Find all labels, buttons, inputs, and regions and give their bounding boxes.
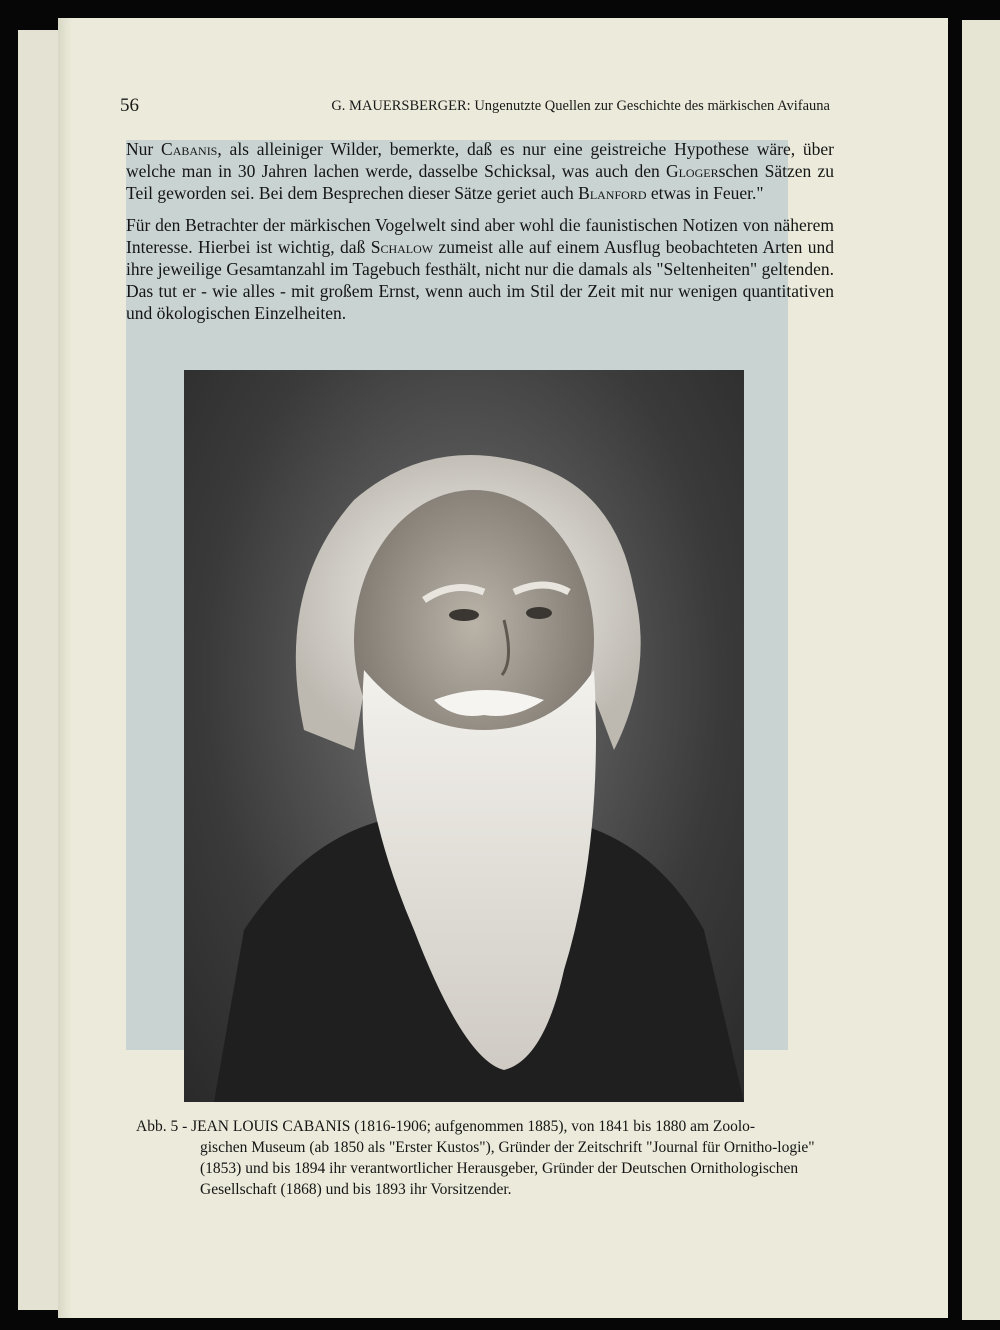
paragraph-1-text: , als alleiniger Wilder, bemerkte, daß es nur eine geistreiche Hypothese wäre, über welche man in 30 Jahren lachen werde, dasselbe Schicksal, was auch den <box>126 139 834 181</box>
eye <box>526 607 552 619</box>
page-gutter <box>58 18 72 1318</box>
paragraph-2-text: Für den Betrachter der märkischen Vogelwelt sind aber wohl die faunistischen Notizen von näherem Interesse. Hierbei ist wichtig, daß <box>126 215 834 257</box>
paragraph-1-text: etwas in Feuer." <box>646 183 764 203</box>
name-gloger: Gloger <box>665 161 719 181</box>
figure-caption <box>136 1116 836 1200</box>
paragraph-2-text: zumeist alle auf einem Ausflug beobachteten Arten und ihre jeweilige Gesamtanzahl im Tagebuch festhält, nicht nur die damals als "Seltenheiten" geltenden. Das tut er - wie alles - mit großem Ernst, wenn auch im Stil der Zeit mit nur wenigen quantitativen und ökologischen Einzelheiten. <box>126 237 834 323</box>
paragraph-1-text: Nur <box>126 139 162 159</box>
body-text <box>126 138 834 334</box>
eye <box>449 609 479 621</box>
name-schalow: Schalow <box>370 237 434 257</box>
page-number: 56 <box>120 95 139 116</box>
caption-continuation: gischen Museum (ab 1850 als "Erster Kustos"), Gründer der Zeitschrift "Journal für Ornitho-logie" (1853) und bis 1894 ihr verantwortlicher Herausgeber, Gründer der Deutschen Ornithologischen Gesellschaft (1868) und bis 1893 ihr Vorsitzender. <box>200 1139 815 1198</box>
paragraph-1-text: schen Sätzen zu Teil geworden sei. Bei dem Besprechen dieser Sätze geriet auch <box>126 161 834 203</box>
caption-line-1: Abb. 5 - JEAN LOUIS CABANIS (1816-1906; aufgenommen 1885), von 1841 bis 1880 am Zoolo- <box>136 1118 756 1135</box>
left-page-edge <box>18 30 58 1310</box>
portrait-photo <box>184 370 744 1102</box>
running-title: G. MAUERSBERGER: Ungenutzte Quellen zur Geschichte des märkischen Avifauna <box>331 98 830 114</box>
name-blanford: Blanford <box>578 183 647 203</box>
paragraph-2 <box>126 214 834 324</box>
portrait-illustration <box>184 370 744 1102</box>
name-cabanis: Cabanis <box>161 139 218 159</box>
paragraph-1 <box>126 138 834 204</box>
next-page-edge <box>962 20 1000 1320</box>
